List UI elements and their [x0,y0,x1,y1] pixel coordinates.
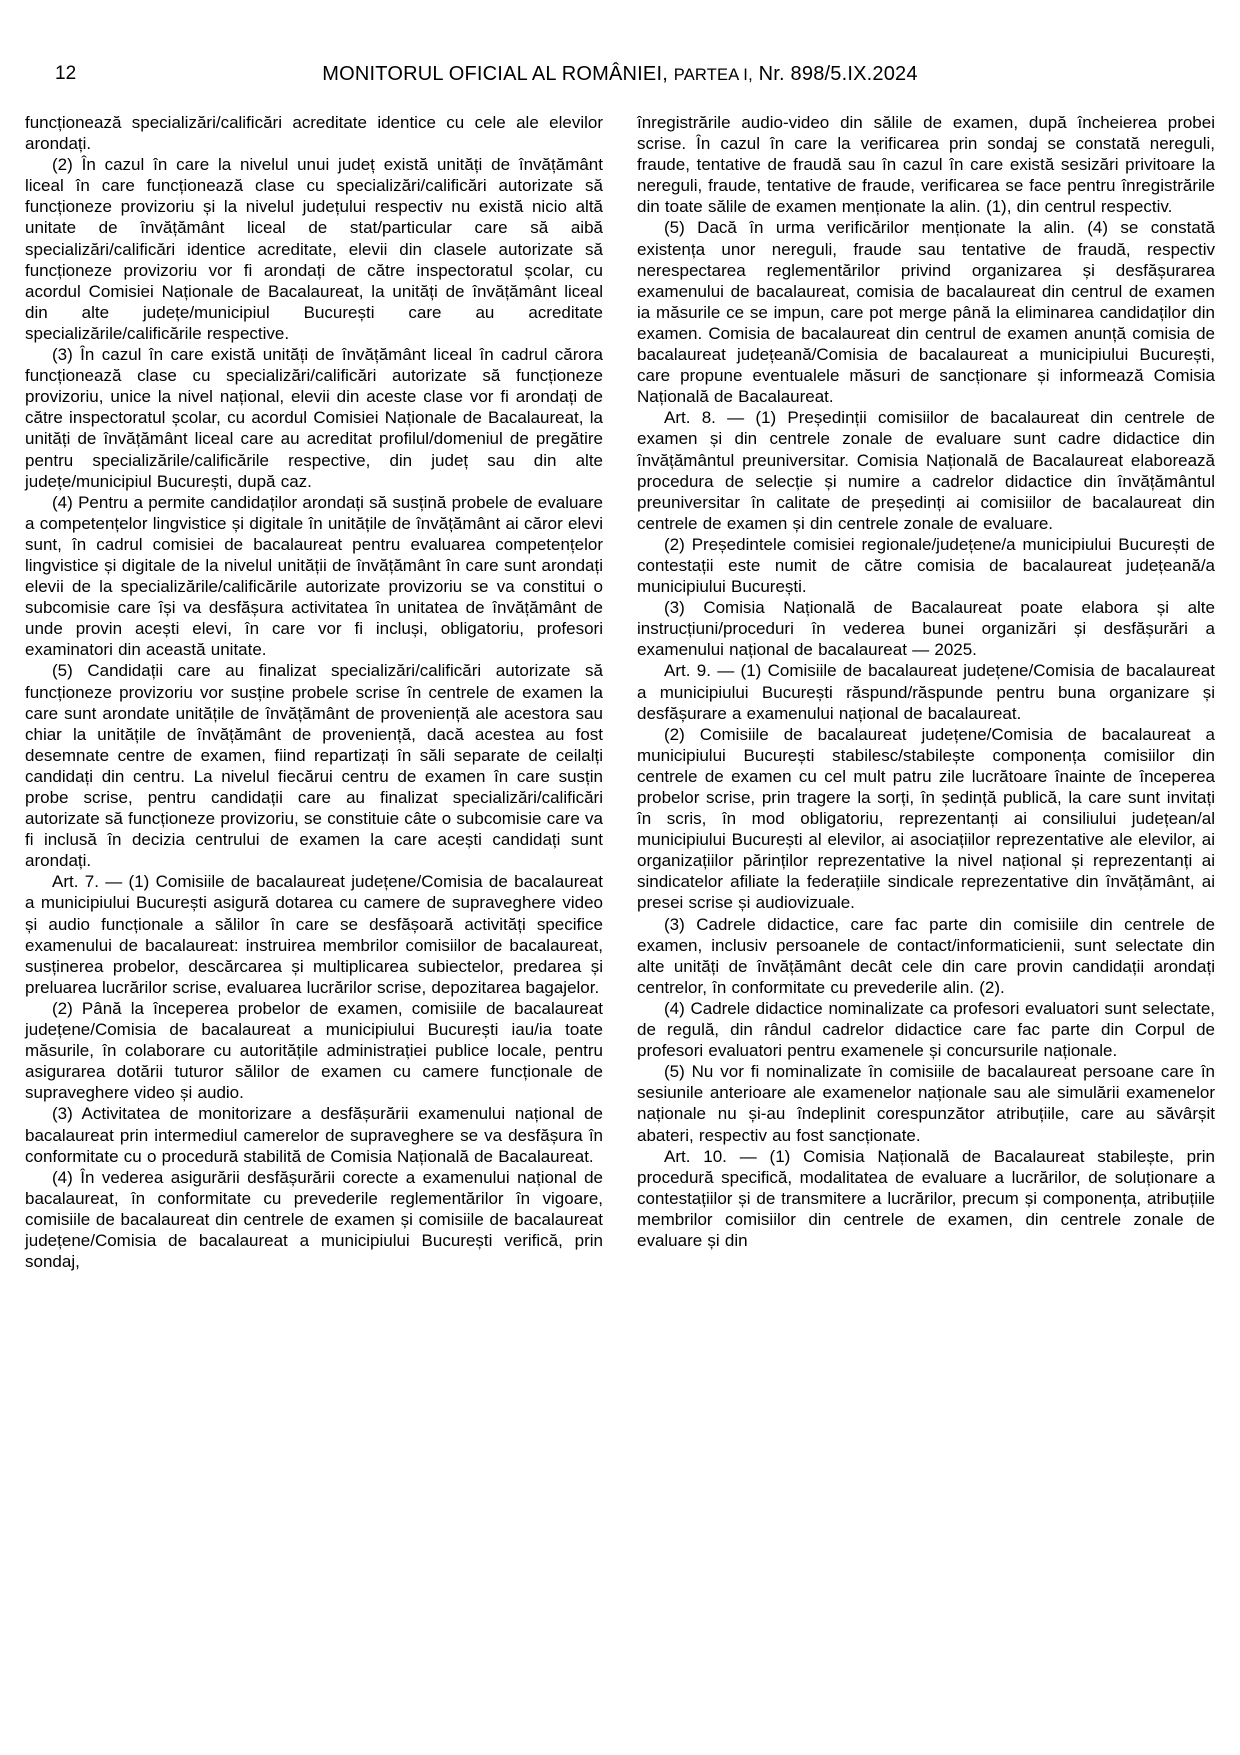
paragraph: (3) Cadrele didactice, care fac parte din comisiile din centrele de examen, inclusiv persoanele de contact/informaticienii, sunt selectate din alte unități de învățământ decât cele din care provin candidații arondați centrelor, în conformitate cu prevederile alin. (2). [637,914,1215,997]
paragraph: Art. 8. — (1) Președinții comisiilor de bacalaureat din centrele de examen și din centrele zonale de evaluare sunt cadre didactice din învățământul preuniversitar. Comisia Națională de Bacalaureat elaborează procedura de selecție și numire a cadrelor didactice din învățământul preuniversitar în calitate de președinți ai comisiilor de bacalaureat din centrele de examen și din centrele zonale de evaluare. [637,408,1215,533]
page-title-part: PARTEA I, [673,66,753,84]
paragraph: (2) Până la începerea probelor de examen, comisiile de bacalaureat județene/Comisia de bacalaureat a municipiului București iau/ia toate măsurile, în colaborare cu autoritățile administrației publice locale, pentru asigurarea dotării tuturor sălilor de examen cu camere funcționale de supraveghere video și audio. [25,998,603,1103]
page-number: 12 [55,63,77,84]
right-column [637,112,1215,1272]
paragraph: (5) Candidații care au finalizat specializări/calificări autorizate să funcționeze provizoriu vor susține probele scrise în centrele de examen la care sunt arondate unitățile de învățământ de proveniență ale acestora sau chiar la unitățile de învățământ de proveniență, dacă acestea au fost desemnate centre de examen, fiind repartizați în săli separate de ceilalți candidați din centru. La nivelul fiecărui centru de examen în care susțin probe scrise, pentru candidații care au finalizat specializări/calificări autorizate să funcționeze provizoriu, se constituie câte o subcomisie care va fi inclusă în decizia centrului de examen la care acești candidați sunt arondați. [25,661,603,871]
paragraph: (2) Președintele comisiei regionale/județene/a municipiului București de contestații este numit de către comisia de bacalaureat județeană/a municipiului București. [637,534,1215,597]
paragraph: (5) Nu vor fi nominalizate în comisiile de bacalaureat persoane care în sesiunile anterioare ale examenelor naționale sau ale simulării examenelor naționale nu și-au îndeplinit corespunzător atribuțiile, care au săvârșit abateri, respectiv au fost sancționate. [637,1062,1215,1145]
paragraph: înregistrările audio-video din sălile de examen, după încheierea probei scrise. În cazul în care la verificarea prin sondaj se constată nereguli, fraude, tentative de fraudă sau în cazul în care există sesizări privitoare la nereguli, fraude, tentative de fraude, verificarea se face pentru înregistrările din toate sălile de examen menționate la alin. (1), din centrul respectiv. [637,113,1215,217]
paragraph: (4) Cadrele didactice nominalizate ca profesori evaluatori sunt selectate, de regulă, din rândul cadrelor didactice care fac parte din Corpul de profesori evaluatori pentru examenele și concursurile naționale. [637,998,1215,1061]
content-columns [25,112,1215,1272]
page-header [25,62,1215,92]
paragraph: Art. 7. — (1) Comisiile de bacalaureat județene/Comisia de bacalaureat a municipiului București asigură dotarea cu camere de supraveghere video și audio funcționale a sălilor în care se desfășoară activități specifice examenului de bacalaureat: instruirea membrilor comisiilor de bacalaureat, susținerea probelor, descărcarea și multiplicarea subiectelor, predarea și preluarea lucrărilor scrise, evaluarea lucrărilor scrise, depozitarea bagajelor. [25,872,603,997]
paragraph: (3) Comisia Națională de Bacalaureat poate elabora și alte instrucțiuni/proceduri în vederea bunei organizări și desfășurări a examenului național de bacalaureat — 2025. [637,598,1215,660]
paragraph: (2) Comisiile de bacalaureat județene/Comisia de bacalaureat a municipiului București stabilesc/stabilește componența comisiilor din centrele de examen cu cel mult patru zile lucrătoare înainte de începerea probelor scrise, prin tragere la sorți, în ședință publică, la care sunt invitați în scris, în mod obligatoriu, reprezentanți ai consiliului județean/al municipiului București al elevilor, ai asociațiilor reprezentative ale elevilor, ai organizațiilor părinților reprezentative la nivel național și reprezentanți ai sindicatelor afiliate la federațiile sindicale reprezentative din învățământ, ai presei scrise și audiovizuale. [637,724,1215,913]
page-title-main: MONITORUL OFICIAL AL ROMÂNIEI, [322,63,668,85]
page-title [25,62,1215,87]
paragraph: (3) Activitatea de monitorizare a desfășurării examenului național de bacalaureat prin intermediul camerelor de supraveghere se va desfășura în conformitate cu o procedură stabilită de Comisia Națională de Bacalaureat. [25,1104,603,1166]
paragraph: Art. 10. — (1) Comisia Națională de Bacalaureat stabilește, prin procedură specifică, modalitatea de evaluare a lucrărilor, de soluționare a contestațiilor și de transmitere a lucrărilor, precum și componența, atribuțiile membrilor comisiilor din centrele de examen, din centrele zonale de evaluare și din [637,1146,1215,1250]
paragraph: (3) În cazul în care există unități de învățământ liceal în cadrul cărora funcționează clase cu specializări/calificări autorizate să funcționeze provizoriu, unice la nivel național, elevii din aceste clase vor fi arondați de către inspectoratul școlar, cu acordul Comisiei Naționale de Bacalaureat, la unități de învățământ liceal care au acreditat profilul/domeniul de pregătire pentru specializările/calificările respective, din județ sau din alte județe/municipiul București, după caz. [25,345,603,491]
paragraph: (4) În vederea asigurării desfășurării corecte a examenului național de bacalaureat, în conformitate cu prevederile reglementărilor în vigoare, comisiile de bacalaureat din centrele de examen și comisiile de bacalaureat județene/Comisia de bacalaureat a municipiului București verifică, prin sondaj, [25,1167,603,1272]
page-title-number: Nr. 898/5.IX.2024 [758,63,918,85]
paragraph: Art. 9. — (1) Comisiile de bacalaureat județene/Comisia de bacalaureat a municipiului București răspund/răspunde pentru buna organizare și desfășurare a examenului național de bacalaureat. [637,661,1215,723]
paragraph: funcționează specializări/calificări acreditate identice cu cele ale elevilor arondați. [25,113,603,154]
paragraph: (5) Dacă în urma verificărilor menționate la alin. (4) se constată existența unor nereguli, fraude sau tentative de fraudă, respectiv nerespectarea reglementărilor privind organizarea și desfășurarea examenului de bacalaureat, comisia de bacalaureat din centrul de examen ia măsurile ce se impun, care pot merge până la eliminarea candidaților din examen. Comisia de bacalaureat din centrul de examen anunță comisia de bacalaureat județeană/Comisia de bacalaureat a municipiului București, care propune eventualele măsuri de sancționare și informează Comisia Națională de Bacalaureat. [637,218,1215,407]
paragraph: (2) În cazul în care la nivelul unui județ există unități de învățământ liceal în care funcționează clase cu specializări/calificări autorizate să funcționeze provizoriu și la nivelul județului respectiv nu există nicio altă unitate de învățământ liceal de stat/particular care să aibă specializări/calificări identice acreditate, elevii din clasele autorizate să funcționeze provizoriu vor fi arondați de către inspectoratul școlar, cu acordul Comisiei Naționale de Bacalaureat, la unități de învățământ liceal din alte județe/municipiul București care au acreditate specializările/calificările respective. [25,155,603,343]
left-column [25,112,603,1272]
paragraph: (4) Pentru a permite candidaților arondați să susțină probele de evaluare a competențelor lingvistice și digitale în unitățile de învățământ ai căror elevi sunt, în cadrul comisiei de bacalaureat pentru evaluarea competențelor lingvistice și digitale de la nivelul unității de învățământ în care sunt arondați elevii de la specializările/calificările autorizate provizoriu se va constitui o subcomisie care își va desfășura activitatea în unitatea de învățământ de unde provin acești elevi, în care vor fi incluși, obligatoriu, profesori examinatori din această unitate. [25,492,603,660]
